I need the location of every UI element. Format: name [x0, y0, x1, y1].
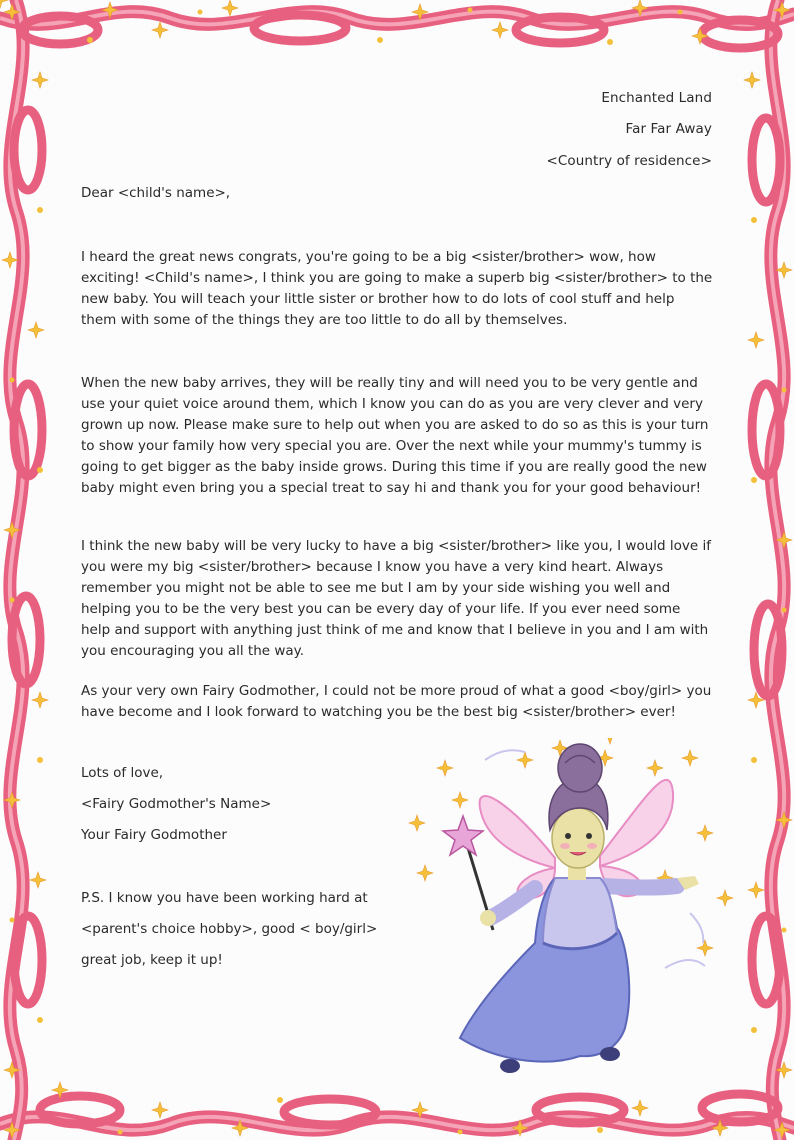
- closing: Lots of love,: [81, 765, 164, 781]
- ps-line-3: great job, keep it up!: [81, 952, 223, 968]
- ps-line-1: P.S. I know you have been working hard at: [81, 890, 368, 906]
- ps-line-2: <parent's choice hobby>, good < boy/girl>: [81, 921, 378, 937]
- paragraph-2: When the new baby arrives, they will be really tiny and will need you to be very gentle and use your quiet voice around them, which I know you can do as you are very clever and very grown up now. Please make sure to help out when you are asked to do so as this is your turn to show your family how very special you are. Over the next while your mummy's tummy is going to get bigger as the baby inside grows. During this time if you are really good the new baby might even bring you a special treat to say hi and thank you for your good behaviour!: [81, 375, 709, 496]
- paragraph-3: I think the new baby will be very lucky to have a big <sister/brother> like you, I would love if you were my big <sister/brother> because I know you have a very kind heart. Always remember you might not be able to see me but I am by your side wishing you well and helping you to be the very best you can be every day of your life. If you ever need some help and support with anything just think of me and know that I believe in you and I am with you encouraging you all the way.: [81, 538, 711, 659]
- signature-title: Your Fairy Godmother: [81, 827, 227, 843]
- address-line-1: Enchanted Land: [601, 90, 712, 106]
- paragraph-1: I heard the great news congrats, you're going to be a big <sister/brother> wow, how exciting! <Child's name>, I think you are going to make a superb big <sister/brother> to the new baby. You will teach your little sister or brother how to do lots of cool stuff and help them with some of the things they are too little to do all by themselves.: [81, 249, 713, 328]
- godmother-name: <Fairy Godmother's Name>: [81, 796, 272, 812]
- fairy-godmother-illustration: [405, 738, 735, 1098]
- greeting: Dear <child's name>,: [81, 185, 231, 201]
- address-line-3: <Country of residence>: [546, 153, 712, 169]
- paragraph-4: As your very own Fairy Godmother, I could not be more proud of what a good <boy/girl> you have become and I look forward to watching you be the best big <sister/brother> ever!: [81, 683, 712, 720]
- address-line-2: Far Far Away: [625, 121, 712, 137]
